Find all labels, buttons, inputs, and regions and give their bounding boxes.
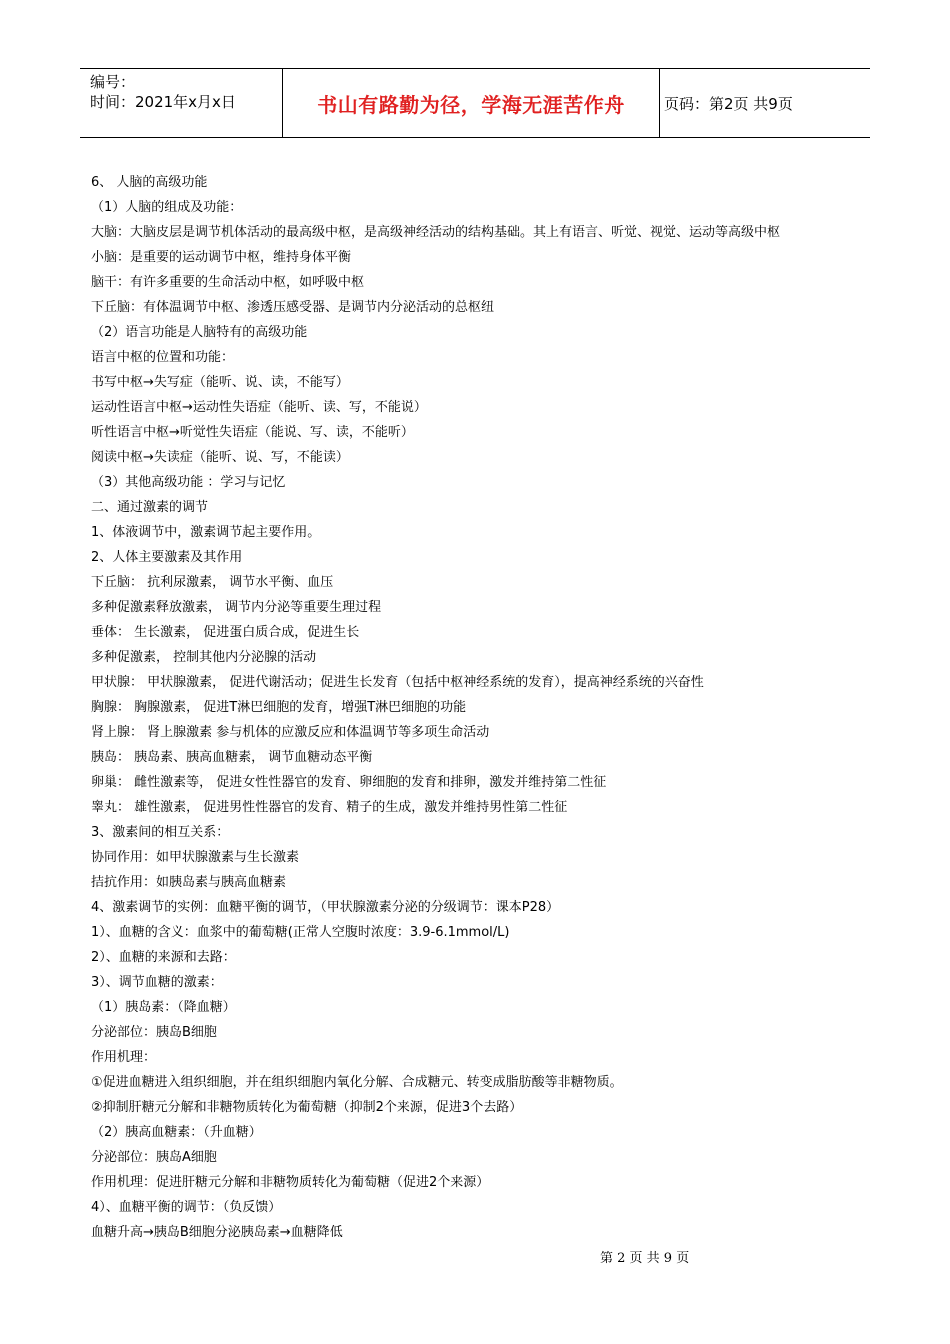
text-line: （3）其他高级功能 ：学习与记忆 xyxy=(91,475,286,490)
text-line: 阅读中枢→失读症（能听、说、写，不能读） xyxy=(91,450,349,465)
text-line: 听性语言中枢→听觉性失语症（能说、写、读，不能听） xyxy=(91,425,414,440)
text-line: 垂体： 生长激素， 促进蛋白质合成，促进生长 xyxy=(91,625,360,640)
date-line: 时间：2021年x月x日 xyxy=(90,93,236,111)
text-line: 下丘脑：有体温调节中枢、渗透压感受器、是调节内分泌活动的总枢纽 xyxy=(91,300,495,315)
text-line: 小脑：是重要的运动调节中枢，维持身体平衡 xyxy=(91,250,352,265)
text-line: 胰岛： 胰岛素、胰高血糖素， 调节血糖动态平衡 xyxy=(91,750,373,765)
text-line: 睾丸： 雄性激素， 促进男性性器官的发育、精子的生成，激发并维持男性第二性征 xyxy=(91,800,568,815)
text-line: 6、 人脑的高级功能 xyxy=(91,175,208,190)
text-line: （1）人脑的组成及功能： xyxy=(91,200,243,215)
number-label: 编号： xyxy=(90,73,136,91)
text-line: 分泌部位：胰岛B细胞 xyxy=(91,1025,217,1040)
motto: 书山有路勤为径，学海无涯苦作舟 xyxy=(317,92,625,117)
document-body xyxy=(91,170,881,1245)
text-line: 下丘脑： 抗利尿激素， 调节水平衡、血压 xyxy=(91,575,334,590)
text-line: 卵巢： 雌性激素等， 促进女性性器官的发育、卵细胞的发育和排卵，激发并维持第二性征 xyxy=(91,775,607,790)
text-line: 2、人体主要激素及其作用 xyxy=(91,550,243,565)
text-line: 血糖升高→胰岛B细胞分泌胰岛素→血糖降低 xyxy=(91,1225,343,1240)
text-line: 脑干：有许多重要的生命活动中枢，如呼吸中枢 xyxy=(91,275,365,290)
text-line: 3）、调节血糖的激素： xyxy=(91,975,223,990)
text-line: 分泌部位：胰岛A细胞 xyxy=(91,1150,217,1165)
text-line: ①促进血糖进入组织细胞，并在组织细胞内氧化分解、合成糖元、转变成脂肪酸等非糖物质。 xyxy=(91,1075,623,1090)
text-line: 多种促激素， 控制其他内分泌腺的活动 xyxy=(91,650,317,665)
text-line: 二、通过激素的调节 xyxy=(91,500,209,515)
text-line: 1）、血糖的含义：血浆中的葡萄糖(正常人空腹时浓度：3.9-6.1mmol/L) xyxy=(91,925,510,940)
text-line: 大脑：大脑皮层是调节机体活动的最高级中枢，是高级神经活动的结构基础。其上有语言、听觉、视觉、运动等高级中枢 xyxy=(91,225,781,240)
header-page-cell xyxy=(660,69,870,137)
header-motto-cell xyxy=(282,69,660,137)
text-line: 2）、血糖的来源和去路： xyxy=(91,950,236,965)
text-line: 甲状腺： 甲状腺激素， 促进代谢活动；促进生长发育（包括中枢神经系统的发育），提高神经系统的兴奋性 xyxy=(91,675,704,690)
text-line: （2）胰高血糖素：（升血糖） xyxy=(91,1125,262,1140)
text-line: （2）语言功能是人脑特有的高级功能 xyxy=(91,325,308,340)
text-line: 4、激素调节的实例：血糖平衡的调节，（甲状腺激素分泌的分级调节：课本P28） xyxy=(91,900,560,915)
text-line: 3、激素间的相互关系： xyxy=(91,825,230,840)
text-line: 作用机理： xyxy=(91,1050,157,1065)
text-line: 书写中枢→失写症（能听、说、读，不能写） xyxy=(91,375,349,390)
page-info: 页码：第2页 共9页 xyxy=(664,94,793,113)
text-line: （1）胰岛素：（降血糖） xyxy=(91,1000,236,1015)
text-line: 作用机理：促进肝糖元分解和非糖物质转化为葡萄糖（促进2个来源） xyxy=(91,1175,490,1190)
text-line: 协同作用：如甲状腺激素与生长激素 xyxy=(91,850,300,865)
text-line: 胸腺： 胸腺激素， 促进T淋巴细胞的发育，增强T淋巴细胞的功能 xyxy=(91,700,467,715)
text-line: ②抑制肝糖元分解和非糖物质转化为葡萄糖（抑制2个来源，促进3个去路） xyxy=(91,1100,523,1115)
text-line: 拮抗作用：如胰岛素与胰高血糖素 xyxy=(91,875,287,890)
text-line: 语言中枢的位置和功能： xyxy=(91,350,235,365)
header-meta xyxy=(80,69,282,137)
text-line: 运动性语言中枢→运动性失语症（能听、读、写，不能说） xyxy=(91,400,427,415)
page-footer: 第 2 页 共 9 页 xyxy=(600,1251,690,1266)
text-line: 多种促激素释放激素， 调节内分泌等重要生理过程 xyxy=(91,600,382,615)
text-line: 肾上腺： 肾上腺激素 参与机体的应激反应和体温调节等多项生命活动 xyxy=(91,725,490,740)
page-header xyxy=(80,68,870,138)
text-line: 4）、血糖平衡的调节：（负反馈） xyxy=(91,1200,282,1215)
text-line: 1、体液调节中，激素调节起主要作用。 xyxy=(91,525,321,540)
